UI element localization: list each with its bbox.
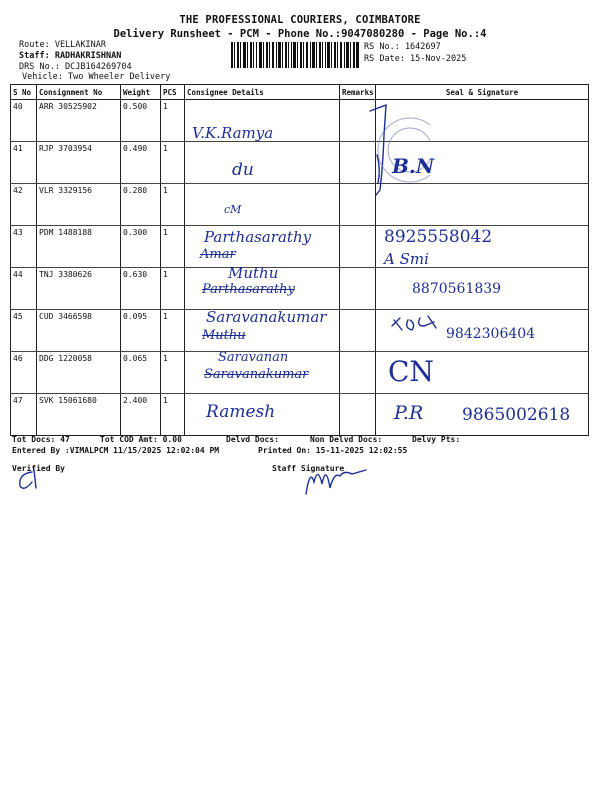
cell-weight: 2.400	[121, 394, 161, 436]
cell-remarks	[340, 226, 376, 268]
delivered-docs: Delvd Docs:	[226, 435, 279, 444]
cell-consignment: VLR 3329156	[37, 184, 121, 226]
handwritten-name-r46: Saravanan	[218, 350, 289, 365]
struck-name-r44: Parthasarathy	[202, 282, 295, 297]
non-delivered-docs: Non Delvd Docs:	[310, 435, 383, 444]
col-seal: Seal & Signature	[376, 85, 589, 100]
handwritten-phone-r45: 9842306404	[446, 326, 536, 342]
company-title: THE PROFESSIONAL COURIERS, COIMBATORE	[179, 14, 421, 26]
cell-pcs: 1	[161, 310, 185, 352]
handwritten-name-r41: du	[232, 160, 254, 180]
staff-signature	[300, 458, 372, 500]
cell-sno: 40	[11, 100, 37, 142]
cell-remarks	[340, 352, 376, 394]
struck-name-r43: Amar	[200, 247, 236, 262]
vehicle-label: Vehicle: Two Wheeler Delivery	[22, 72, 171, 82]
struck-name-r45: Muthu	[202, 328, 246, 343]
handwritten-name-r45: Saravanakumar	[206, 308, 327, 326]
delivery-points: Delvy Pts:	[412, 435, 461, 444]
cell-sno: 46	[11, 352, 37, 394]
cell-sno: 45	[11, 310, 37, 352]
rs-date: RS Date: 15-Nov-2025	[364, 54, 467, 64]
runsheet-subtitle: Delivery Runsheet - PCM - Phone No.:9047080280 - Page No.:4	[113, 28, 487, 40]
cell-remarks	[340, 310, 376, 352]
col-sno: S No	[11, 85, 37, 100]
handwritten-signature-r46: CN	[388, 355, 434, 388]
struck-name-r46: Saravanakumar	[204, 367, 309, 382]
table-row	[11, 184, 589, 226]
cell-pcs: 1	[161, 142, 185, 184]
cell-weight: 0.630	[121, 268, 161, 310]
table-header-row	[11, 85, 589, 100]
col-weight: Weight	[121, 85, 161, 100]
cell-consignment: PDM 1488188	[37, 226, 121, 268]
drs-number: DRS No.: DCJB164269704	[19, 62, 132, 72]
cell-consignment: SVK 15061680	[37, 394, 121, 436]
route-label: Route: VELLAKINAR	[19, 40, 106, 50]
cell-remarks	[340, 394, 376, 436]
cell-pcs: 1	[161, 394, 185, 436]
cell-consignment: CUD 3466598	[37, 310, 121, 352]
delivery-stamp	[340, 95, 430, 205]
cell-sno: 41	[11, 142, 37, 184]
signature-mark-r45	[390, 312, 446, 336]
col-pcs: PCS	[161, 85, 185, 100]
barcode	[231, 42, 359, 68]
cell-sno: 47	[11, 394, 37, 436]
handwritten-signature-r47: P.R	[394, 402, 424, 424]
col-consignment: Consignment No	[37, 85, 121, 100]
col-consignee: Consignee Details	[185, 85, 340, 100]
cell-weight: 0.300	[121, 226, 161, 268]
cell-weight: 0.280	[121, 184, 161, 226]
handwritten-phone-r44: 8870561839	[412, 281, 502, 297]
cell-pcs: 1	[161, 226, 185, 268]
cell-pcs: 1	[161, 184, 185, 226]
cell-weight: 0.065	[121, 352, 161, 394]
cell-pcs: 1	[161, 352, 185, 394]
entered-by: Entered By :VIMALPCM 11/15/2025 12:02:04 PM	[12, 446, 220, 455]
cell-weight: 0.500	[121, 100, 161, 142]
table-row	[11, 100, 589, 142]
total-docs: Tot Docs: 47	[12, 435, 70, 444]
cell-consignment: RJP 3703954	[37, 142, 121, 184]
handwritten-phone-r43: 8925558042	[384, 227, 493, 247]
handwritten-name-r47: Ramesh	[206, 402, 276, 422]
table-row	[11, 142, 589, 184]
col-remarks: Remarks	[340, 85, 376, 100]
cell-consignment: ARR 30525902	[37, 100, 121, 142]
cell-weight: 0.490	[121, 142, 161, 184]
cell-remarks	[340, 268, 376, 310]
cell-sno: 44	[11, 268, 37, 310]
cell-sno: 43	[11, 226, 37, 268]
verifier-signature	[12, 466, 52, 494]
cell-weight: 0.095	[121, 310, 161, 352]
cell-consignee	[185, 184, 340, 226]
cell-sno: 42	[11, 184, 37, 226]
stamp-initials: B.N	[392, 154, 435, 178]
handwritten-name-r42: cM	[224, 203, 242, 216]
cell-consignment: DDG 1220058	[37, 352, 121, 394]
runsheet-table	[10, 84, 589, 436]
verified-by-label: Verified By	[12, 464, 65, 473]
cell-consignment: TNJ 3380626	[37, 268, 121, 310]
handwritten-name-r43: Parthasarathy	[204, 228, 312, 246]
staff-label: Staff: RADHAKRISHNAN	[19, 51, 122, 61]
printed-on: Printed On: 15-11-2025 12:02:55	[258, 446, 408, 455]
handwritten-name-r40: V.K.Ramya	[192, 124, 274, 142]
table-row	[11, 268, 589, 310]
handwritten-phone-r47: 9865002618	[462, 405, 571, 425]
rs-number: RS No.: 1642697	[364, 42, 441, 52]
handwritten-signature-r44: A Smi	[384, 250, 429, 268]
handwritten-name-r44: Muthu	[228, 264, 279, 282]
total-cod-amount: Tot COD Amt: 0.00	[100, 435, 182, 444]
cell-consignee	[185, 142, 340, 184]
staff-signature-label: Staff Signature	[272, 464, 345, 473]
cell-pcs: 1	[161, 100, 185, 142]
cell-pcs: 1	[161, 268, 185, 310]
